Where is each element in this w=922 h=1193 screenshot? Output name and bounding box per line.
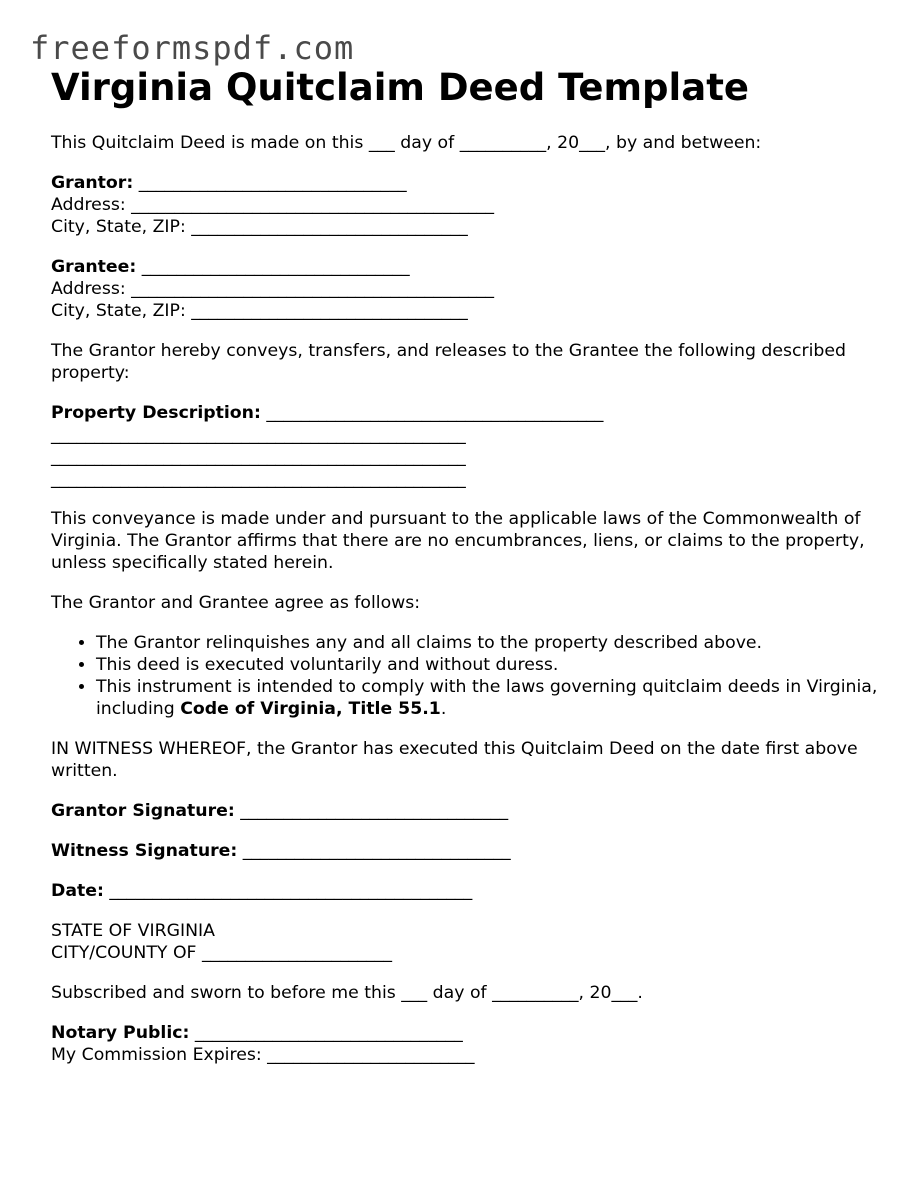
grantee-address-line: Address: __________________________________________ [51,279,495,299]
commission-line: My Commission Expires: ________________________ [51,1045,475,1065]
code-reference: Code of Virginia, Title 55.1 [180,699,441,719]
witness-paragraph: IN WITNESS WHEREOF, the Grantor has executed this Quitclaim Deed on the date first above written. [51,739,858,781]
grantee-name-blank: _______________________________ [136,257,410,277]
grantor-address-line: Address: __________________________________________ [51,195,495,215]
property-label: Property Description: [51,403,261,423]
notary-venue [51,920,881,964]
property-section [51,402,881,490]
watermark: freeformspdf.com [30,29,355,67]
list-item: • This deed is executed voluntarily and without duress. [96,654,881,676]
grantee-section [51,256,881,322]
witness-signature-blank: _______________________________ [237,841,511,861]
conveys-paragraph: The Grantor hereby conveys, transfers, and releases to the Grantee the following described property: [51,341,846,383]
property-first-blank: _______________________________________ [260,403,604,423]
list-item [96,676,881,720]
grantor-city-line: City, State, ZIP: ________________________________ [51,217,468,237]
grantor-section [51,172,881,238]
grantor-signature-label: Grantor Signature: [51,801,235,821]
date-label: Date: [51,881,104,901]
property-blank-line: ________________________________________________ [51,469,466,489]
grantor-name-blank: _______________________________ [133,173,407,193]
terms-list [51,632,881,720]
property-blank-line: ________________________________________________ [51,425,466,445]
list-item: • The Grantor relinquishes any and all claims to the property described above. [96,632,881,654]
document-body [51,64,881,1084]
witness-signature-label: Witness Signature: [51,841,238,861]
notary-blank: _______________________________ [189,1023,463,1043]
conveyance-paragraph: This conveyance is made under and pursuant to the applicable laws of the Commonwealth of Virginia. The Grantor affirms that there are no encumbrances, liens, or claims to the property, unless specifically stated herein. [51,509,865,573]
subscribed-paragraph: Subscribed and sworn to before me this ___ day of __________, 20___. [51,983,643,1003]
grantor-signature-blank: _______________________________ [234,801,509,821]
date-line [51,880,881,902]
grantee-label: Grantee: [51,257,137,277]
grantor-signature-line [51,800,881,822]
grantee-name-line [51,256,881,278]
date-blank: __________________________________________ [103,881,473,901]
state-line: STATE OF VIRGINIA [51,921,215,941]
intro-paragraph: This Quitclaim Deed is made on this ___ day of __________, 20___, by and between: [51,133,762,153]
notary-section [51,1022,881,1066]
agree-paragraph: The Grantor and Grantee agree as follows: [51,593,421,613]
witness-signature-line [51,840,881,862]
grantee-city-line: City, State, ZIP: ________________________________ [51,301,468,321]
notary-line [51,1022,881,1044]
property-description-line [51,402,881,424]
page-title: Virginia Quitclaim Deed Template [51,66,749,109]
property-blank-line: ________________________________________________ [51,447,466,467]
bullet3-text: This instrument is intended to comply with the laws governing quitclaim deeds in Virginia, including [96,677,878,719]
county-line: CITY/COUNTY OF ______________________ [51,943,393,963]
bullet3-end: . [440,699,447,719]
grantor-name-line [51,172,881,194]
grantor-label: Grantor: [51,173,134,193]
notary-label: Notary Public: [51,1023,190,1043]
